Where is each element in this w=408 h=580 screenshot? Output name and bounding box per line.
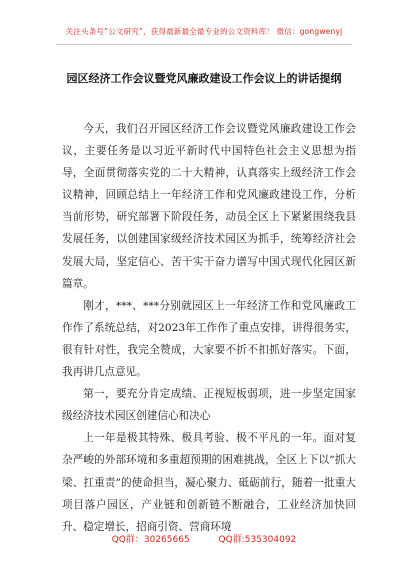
paragraph-1: 今天，我们召开园区经济工作会议暨党风廉政建设工作会议，主要任务是以习近平新时代中国特色社会主义思想为指导，全面贯彻落实党的二十大精神，认真落实上级经济工作会议精神，回顾总结上一年经济工作和党风廉政建设工作，分析当前形势，研究部署下阶段任务，动员全区上下紧紧围绕我县发展任务，以创建国家级经济技术园区为抓手，统筹经济社会发展大局，坚定信心、苦干实干奋力谱写中国式现代化园区新篇章。 bbox=[62, 123, 356, 290]
paragraph-2: 刚才，***、***分别就园区上一年经济工作和党风廉政工作作了系统总结，对2023年工作作了重点安排，讲得很务实，很有针对性，我完全赞成，大家要不折不扣抓好落实。下面，我再讲几点意见。 bbox=[62, 299, 356, 379]
paragraph-4: 上一年是极其特殊、极具考验、极不平凡的一年。面对复杂严峻的外部环境和多重超预期的困难挑战，全区上下以“抓大梁、扛重责”的使命担当，凝心聚力、砥砺前行，随着一批重大项目落户园区，产业链和创新链不断融合，工业经济加快回升、稳定增长，招商引资、营商环境 bbox=[62, 432, 356, 533]
header-note: 关注头条号“公文研究”，获得最新最全最专业的公文资料库！ 微信：gongwenyj bbox=[65, 27, 343, 36]
document-body bbox=[62, 118, 356, 538]
header-divider bbox=[56, 44, 352, 45]
footer-contact: QQ群：30265665 QQ群:535304092 bbox=[111, 535, 297, 545]
paragraph-3: 第一，要充分肯定成绩、正视短板弱项，进一步坚定国家级经济技术园区创建信心和决心 bbox=[62, 388, 356, 423]
document-title: 园区经济工作会议暨党风廉政建设工作会议上的讲话提纲 bbox=[66, 72, 342, 85]
